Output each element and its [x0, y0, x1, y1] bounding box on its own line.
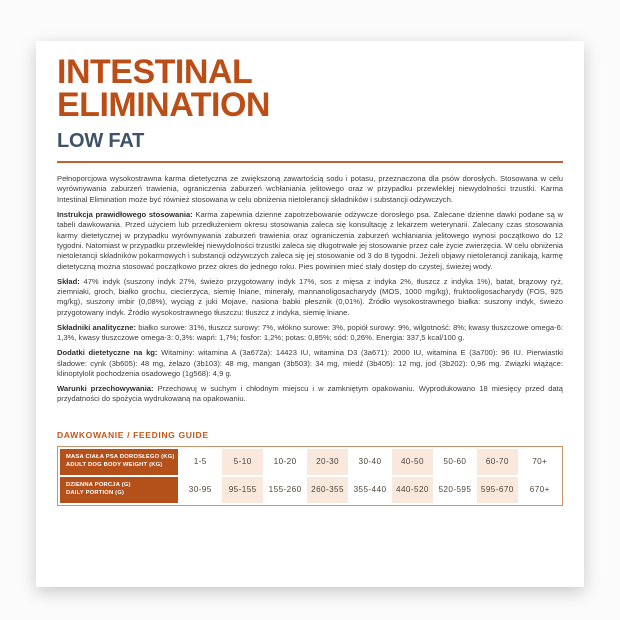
weight-cell: 60-70 — [477, 449, 517, 475]
portion-cell: 95-155 — [222, 477, 262, 503]
weight-row-label — [60, 449, 178, 475]
paragraph-text: Karma zapewnia dzienne zapotrzebowanie odżywcze dorosłego psa. Zalecane dzienne dawki podane są w tabeli dawkowania. Przed użyciem lub przedłużeniem okresu stosowania zaleca się konsultację z lekarzem weterynarii. Zalecany czas stosowania karmy dietetycznej w przypadku wyrównywania zaburzeń trawienia oraz ograniczenia zaburzeń wchłaniania jelitowego wynosi początkowo do 12 tygodni. Natomiast w przypadku przewlekłej niewydolności trzustki zaleca się długotrwałe jej stosowanie przez całe życie zwierzęcia. W celu obniżenia nietolerancji składników pokarmowych i substancji odżywczych zaleca się jej stosowanie od 3 do 8 tygodni. Jeżeli objawy nietolerancji zanikają, karmę dietetyczną można stosować początkowo przez okres do jednego roku. Pies powinien mieć stały dostęp do czystej, świeżej wody. — [57, 209, 563, 271]
portion-cell: 355-440 — [353, 485, 387, 495]
portion-cell: 440-520 — [392, 477, 432, 503]
paragraph-lead: Dodatki dietetyczne na kg: — [57, 348, 158, 358]
weight-cell: 1-5 — [193, 457, 207, 467]
weight-cell: 10-20 — [273, 457, 297, 467]
product-title — [57, 53, 563, 124]
paragraph-lead: Warunki przechowywania: — [57, 383, 154, 393]
portion-cell: 155-260 — [268, 485, 302, 495]
paragraph-text: Pełnoporcjowa wysokostrawna karma dietetyczna ze zwiększoną zawartością sodu i potasu, przeznaczona dla psów dorosłych. Stosowana w celu wyrównywania zaburzeń trawienia, ograniczenia zaburzeń wchłaniania jelitowego oraz w przypadku przewlekłej niewydolności trzustki. Karma Intestinal Elimination może być również stosowana w celu obniżenia nietolerancji składników i substancji odżywczych. — [57, 174, 563, 204]
paragraph-storage-conditions — [57, 384, 563, 405]
paragraph-text: Witaminy: witamina A (3a672a): 14423 IU, witamina D3 (3a671): 2000 IU, witamina E (3a700): 96 IU. Pierwiastki śladowe: cynk (3b605): 48 mg, żelazo (3b103): 48 mg, mangan (3b503): 34 mg, miedź (3b405): 12 mg, jod (3b202): 0,96 mg. Związki wiążące: klinoptylolit pochodzenia osadowego (1g568): 4,9 g. — [57, 348, 563, 378]
weight-cell: 30-40 — [358, 457, 382, 467]
paragraph-text: Przechowuj w suchym i chłodnym miejscu i w zamkniętym opakowaniu. Wyprodukowano 18 miesięcy przed datą przydatności do spożycia wydrukowaną na opakowaniu. — [57, 383, 563, 404]
feeding-guide-table — [57, 446, 563, 506]
paragraph-text: białko surowe: 31%, tłuszcz surowy: 7%, włókno surowe: 3%, popiół surowy: 9%, wilgotność: 8%; kwasy tłuszczowe omega-6: 1,3%, kwasy tłuszczowe omega-3: 0,3%: wapń: 1,7%; fosfor: 1,2%; potas: 0,85%; sód: 0,26%. Energia: 337,5 kcal/100 g. — [57, 322, 564, 343]
portion-cell: 520-595 — [438, 485, 472, 495]
paragraph-text: 47% indyk (suszony indyk 27%, świeżo przygotowany indyk 17%, sos z mięsa z indyka 2%, tłuszcz z indyka 1%), batat, brązowy ryż, ziemniaki, groch, białko grochu, ciecierzyca, siemię lniane, minerały, mannanoligosacharydy (MOS, 1000 mg/kg), fruktooligosacharydy (FOS, 925 mg/kg), suszony imbir (0,08%), wyciąg z juki Mojave, nasiona babki płesznik (0,01%). Źródło wysokostrawnego białka: suszony indyk, świeżo przygotowany indyk. Źródło wysokostrawnego tłuszczu: tłuszcz z indyka, siemię lniane. — [57, 276, 563, 317]
paragraph-lead: Instrukcja prawidłowego stosowania: — [57, 209, 193, 219]
product-title-line2: ELIMINATION — [57, 86, 270, 124]
weight-row-label-pl: MASA CIAŁA PSA DOROSŁEGO (KG) — [66, 454, 175, 461]
product-label-card — [36, 41, 584, 587]
paragraph-description — [57, 174, 563, 205]
paragraph-lead: Składniki analityczne: — [57, 322, 136, 332]
weight-cell: 70+ — [532, 457, 548, 467]
weight-cell: 50-60 — [443, 457, 467, 467]
paragraph-composition — [57, 277, 563, 319]
feeding-guide-heading: DAWKOWANIE / FEEDING GUIDE — [57, 429, 209, 440]
feeding-guide-row-portion — [60, 477, 560, 503]
description-copy — [57, 174, 563, 405]
portion-cell: 595-670 — [477, 477, 517, 503]
weight-row-label-en: ADULT DOG BODY WEIGHT (KG) — [66, 461, 163, 468]
feeding-guide-row-weight — [60, 449, 560, 475]
portion-row-label-en: DAILY PORTION (G) — [66, 489, 125, 496]
weight-cell: 20-30 — [307, 449, 347, 475]
paragraph-dietary-additives — [57, 348, 563, 379]
product-subtitle: LOW FAT — [57, 130, 145, 152]
portion-cell: 30-95 — [188, 485, 212, 495]
paragraph-usage-instructions — [57, 210, 563, 272]
weight-cell: 5-10 — [222, 449, 262, 475]
portion-cell: 670+ — [529, 485, 550, 495]
paragraph-analytical-components — [57, 323, 563, 344]
divider-rule — [57, 161, 563, 163]
portion-row-label — [60, 477, 178, 503]
weight-cell: 40-50 — [392, 449, 432, 475]
paragraph-lead: Skład: — [57, 276, 80, 286]
product-title-line1: INTESTINAL — [57, 53, 253, 91]
portion-row-label-pl: DZIENNA PORCJA (G) — [66, 482, 131, 489]
portion-cell: 260-355 — [307, 477, 347, 503]
